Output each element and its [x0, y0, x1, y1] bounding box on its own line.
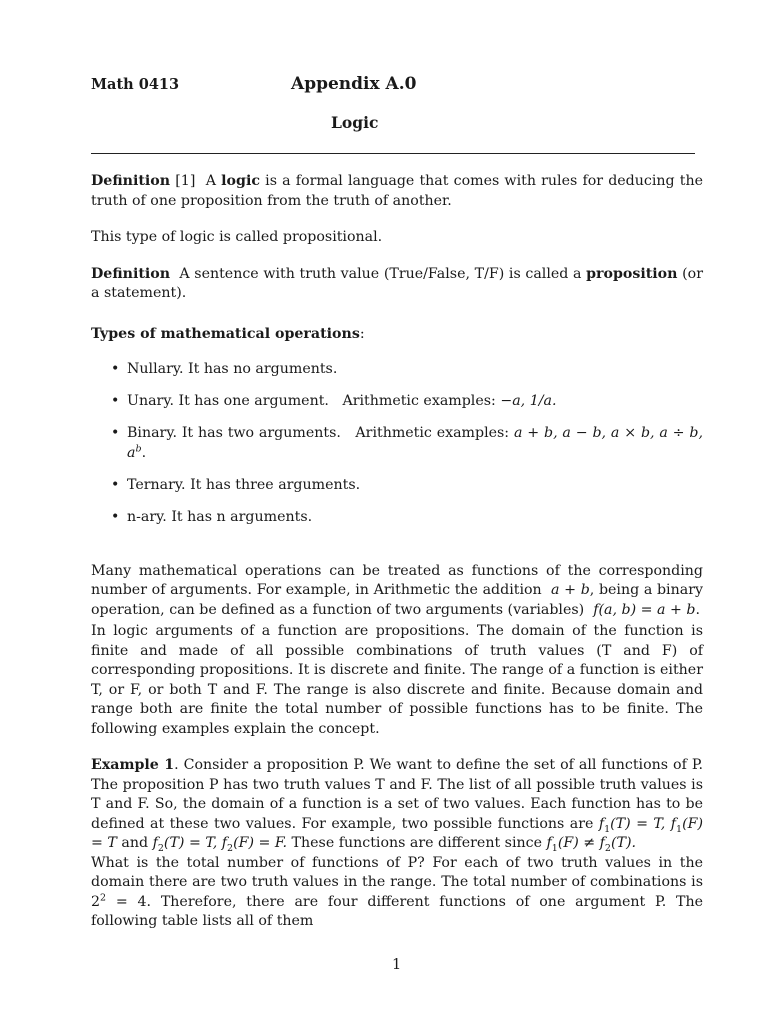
list-item: [91, 508, 703, 528]
list-item: [91, 424, 703, 463]
term-logic: logic: [221, 173, 260, 189]
math-base: 2: [91, 893, 101, 910]
example-text: What is the total number of functions of P? For each of two truth values in the domain there are two truth values in the range. The total number of combinations is: [91, 854, 703, 890]
examples-tail: .: [141, 444, 147, 461]
definition-label: Definition: [91, 265, 171, 282]
paragraph-logic-arguments: In logic arguments of a function are propositions. The domain of the function is finite and made of all possible combinations of truth values (T and F) of corresponding propositions. It is discrete and finite. The range of a function is either T, or F, or both T and F. The range is also discrete and finite. Because domain and range both are finite the total number of possible functions has to be finite. The following examples explain the concept.: [91, 623, 703, 737]
term-proposition: proposition: [586, 265, 678, 282]
examples-math: −a, 1/a.: [500, 393, 557, 409]
example-text: These functions are different since: [291, 835, 542, 851]
paragraph-text: Many mathematical operations can be treated as functions of the corresponding number of arguments. For example, in Arithmetic the addition: [91, 562, 703, 598]
list-item: [91, 360, 703, 380]
page-subtitle: Logic: [331, 113, 379, 132]
propositional-note: This type of logic is called propositional.: [91, 229, 383, 245]
bullet-icon: •: [111, 393, 120, 409]
bullet-icon: •: [111, 361, 120, 377]
math-expression: f(a, b) = a + b: [593, 601, 696, 618]
example-text: . Consider a proposition P. We want to define the set of all functions of P. The proposition P has two truth values T and F. The list of all possible truth values is T and F. So, the domain of a function is a set of two values. Each function has to be defined at these two values. For example, two possible functions are: [91, 757, 704, 832]
math-f: f: [152, 835, 158, 851]
subscript: 2: [604, 842, 611, 854]
math-expression: (F) = T: [91, 815, 703, 851]
bullet-icon: •: [111, 425, 120, 441]
definition-ref: [1]: [175, 173, 196, 189]
list-item: [91, 392, 703, 412]
list-item-text: Nullary. It has no arguments.: [127, 361, 338, 377]
math-expression: (T) = T,: [610, 815, 666, 832]
paragraph-text: .: [695, 601, 700, 618]
math-f: f: [546, 835, 552, 851]
math-expression: (F) = F.: [233, 835, 288, 851]
exponent: 2: [100, 891, 107, 903]
examples-label: Arithmetic examples:: [355, 425, 510, 441]
list-item-text: Ternary. It has three arguments.: [127, 476, 361, 493]
list-item-text: n-ary. It has n arguments.: [127, 508, 313, 525]
subscript: 1: [551, 842, 558, 854]
document-body: [91, 172, 703, 932]
subscript: 1: [676, 823, 683, 835]
subscript: 2: [157, 842, 164, 854]
examples-label: Arithmetic examples:: [342, 393, 496, 409]
math-f: f: [598, 815, 605, 832]
paragraph-text: , being a binary operation, can be defined as a function of two arguments (variables): [91, 582, 703, 618]
page-title: Appendix A.0: [291, 74, 417, 94]
types-heading: [91, 325, 703, 345]
definition-label: Definition: [91, 173, 171, 189]
operations-list: [91, 360, 703, 527]
definition-logic: [91, 172, 703, 211]
subscript: 2: [227, 842, 234, 854]
examples-math: a + b, a − b, a × b, a ÷ b, a: [127, 425, 704, 461]
math-f: f: [599, 835, 605, 851]
paragraph-functions: [91, 562, 703, 621]
example-label: Example 1: [91, 757, 175, 773]
subscript: 1: [604, 823, 611, 835]
header-divider: [91, 153, 695, 154]
definition-tail: (or a statement).: [91, 265, 703, 301]
math-expression: a + b: [551, 582, 590, 598]
list-item-text: Unary. It has one argument.: [127, 393, 329, 409]
math-expression: (T) = T,: [163, 835, 218, 851]
page-number: 1: [392, 957, 402, 973]
definition-proposition: [91, 265, 703, 304]
types-heading-text: Types of mathematical operations: [91, 325, 360, 342]
example-1: [91, 756, 703, 932]
course-code: Math 0413: [91, 76, 180, 93]
math-f: f: [670, 815, 677, 832]
example-text: and: [121, 835, 149, 851]
example-text: = 4. Therefore, there are four different functions of one argument P. The following table lists all of them: [91, 893, 703, 929]
definition-text: A sentence with truth value (True/False, T/F) is called a: [179, 265, 582, 282]
list-item-text: Binary. It has two arguments.: [127, 425, 341, 441]
math-f: f: [221, 835, 228, 851]
definition-text: is a formal language that comes with rules for deducing the truth of one proposition from the truth of another.: [91, 173, 704, 209]
list-item: [91, 476, 703, 496]
math-expression: (T).: [610, 835, 636, 851]
bullet-icon: •: [111, 476, 120, 493]
bullet-icon: •: [111, 508, 120, 525]
types-heading-colon: :: [359, 325, 365, 342]
definition-pre: A: [205, 173, 216, 189]
math-expression: (F) ≠: [557, 835, 596, 851]
exponent: b: [135, 442, 142, 454]
